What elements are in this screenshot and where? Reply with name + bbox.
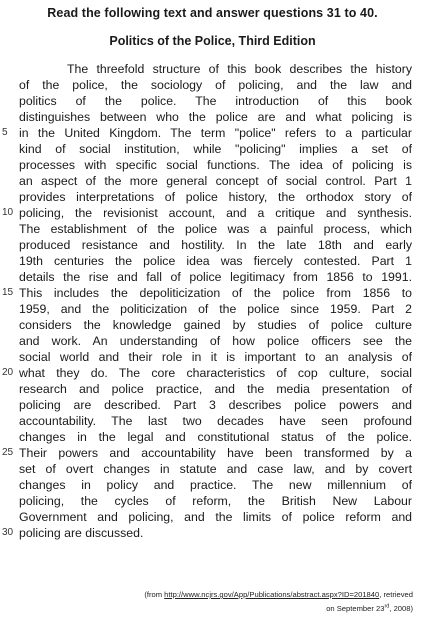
- passage-line: policing, the revisionist account, and a critique and synthesis.: [19, 206, 412, 220]
- passage-line: an aspect of the more general concept of social control. Part 1: [19, 174, 412, 188]
- citation-date-ordinal: rd: [384, 603, 390, 610]
- source-link[interactable]: http://www.ncjrs.gov/App/Publications/abstract.aspx?ID=201840: [164, 590, 380, 599]
- passage-line: social world and their role in it is important to an analysis of: [19, 350, 412, 364]
- passage-line: changes in the legal and constitutional status of the police.: [19, 430, 412, 444]
- citation-date: on September 23: [326, 604, 385, 613]
- passage-title: Politics of the Police, Third Edition: [109, 34, 316, 48]
- passage-line: set of overt changes in statute and case law, and by covert: [19, 462, 412, 476]
- line-number: 25: [2, 447, 14, 458]
- passage-line: accountability. The last two decades have seen profound: [19, 414, 412, 428]
- citation-prefix: (from: [144, 590, 165, 599]
- passage-line: provides interpretations of police history, the orthodox story of: [19, 190, 412, 204]
- passage-line: This includes the depoliticization of the police from 1856 to: [19, 286, 412, 300]
- line-number: 30: [2, 527, 14, 538]
- line-number: 20: [2, 367, 14, 378]
- line-number: 15: [2, 287, 14, 298]
- passage-line: policing are discussed.: [19, 526, 144, 540]
- source-citation: [33, 588, 413, 616]
- passage-line: details the rise and fall of police legitimacy from 1856 to 1991.: [19, 270, 412, 284]
- passage-line: kind of social institution, while "policing" implies a set of: [19, 142, 412, 156]
- passage-line: distinguishes between who the police are and what policing is: [19, 110, 412, 124]
- passage-line: changes in policy and practice. The new millennium of: [19, 478, 412, 492]
- passage-line: Government and policing, and the limits of police reform and: [19, 510, 412, 524]
- passage-line: 19th centuries the police idea was fiercely contested. Part 1: [19, 254, 412, 268]
- passage-line: politics of the police. The introduction of this book: [19, 94, 412, 108]
- passage-line: produced resistance and hostility. In the late 18th and early: [19, 238, 412, 252]
- passage-line: what they do. The core characteristics of cop culture, social: [19, 366, 412, 380]
- passage-line: policing, the cycles of reform, the British New Labour: [19, 494, 412, 508]
- citation-retrieved: , retrieved: [379, 590, 413, 599]
- passage-line: research and police practice, and the media presentation of: [19, 382, 412, 396]
- passage-line: The threefold structure of this book describes the history: [67, 62, 412, 76]
- line-number: 5: [2, 127, 8, 138]
- citation-year: , 2008): [389, 604, 413, 613]
- passage-line: considers the knowledge gained by studies of police culture: [19, 318, 412, 332]
- passage-line: processes with specific social functions. The idea of policing is: [19, 158, 412, 172]
- instruction-heading: Read the following text and answer questions 31 to 40.: [47, 6, 378, 20]
- passage-line: policing are described. Part 3 describes police powers and: [19, 398, 412, 412]
- passage-line: and work. An understanding of how police officers see the: [19, 334, 412, 348]
- passage-line: in the United Kingdom. The term "police" refers to a particular: [19, 126, 412, 140]
- passage-line: Their powers and accountability have been transformed by a: [19, 446, 412, 460]
- passage-line: of the police, the sociology of policing, and the law and: [19, 78, 412, 92]
- passage-line: 1959, and the politicization of the police since 1959. Part 2: [19, 302, 412, 316]
- passage-line: The establishment of the police was a painful process, which: [19, 222, 412, 236]
- line-number: 10: [2, 207, 14, 218]
